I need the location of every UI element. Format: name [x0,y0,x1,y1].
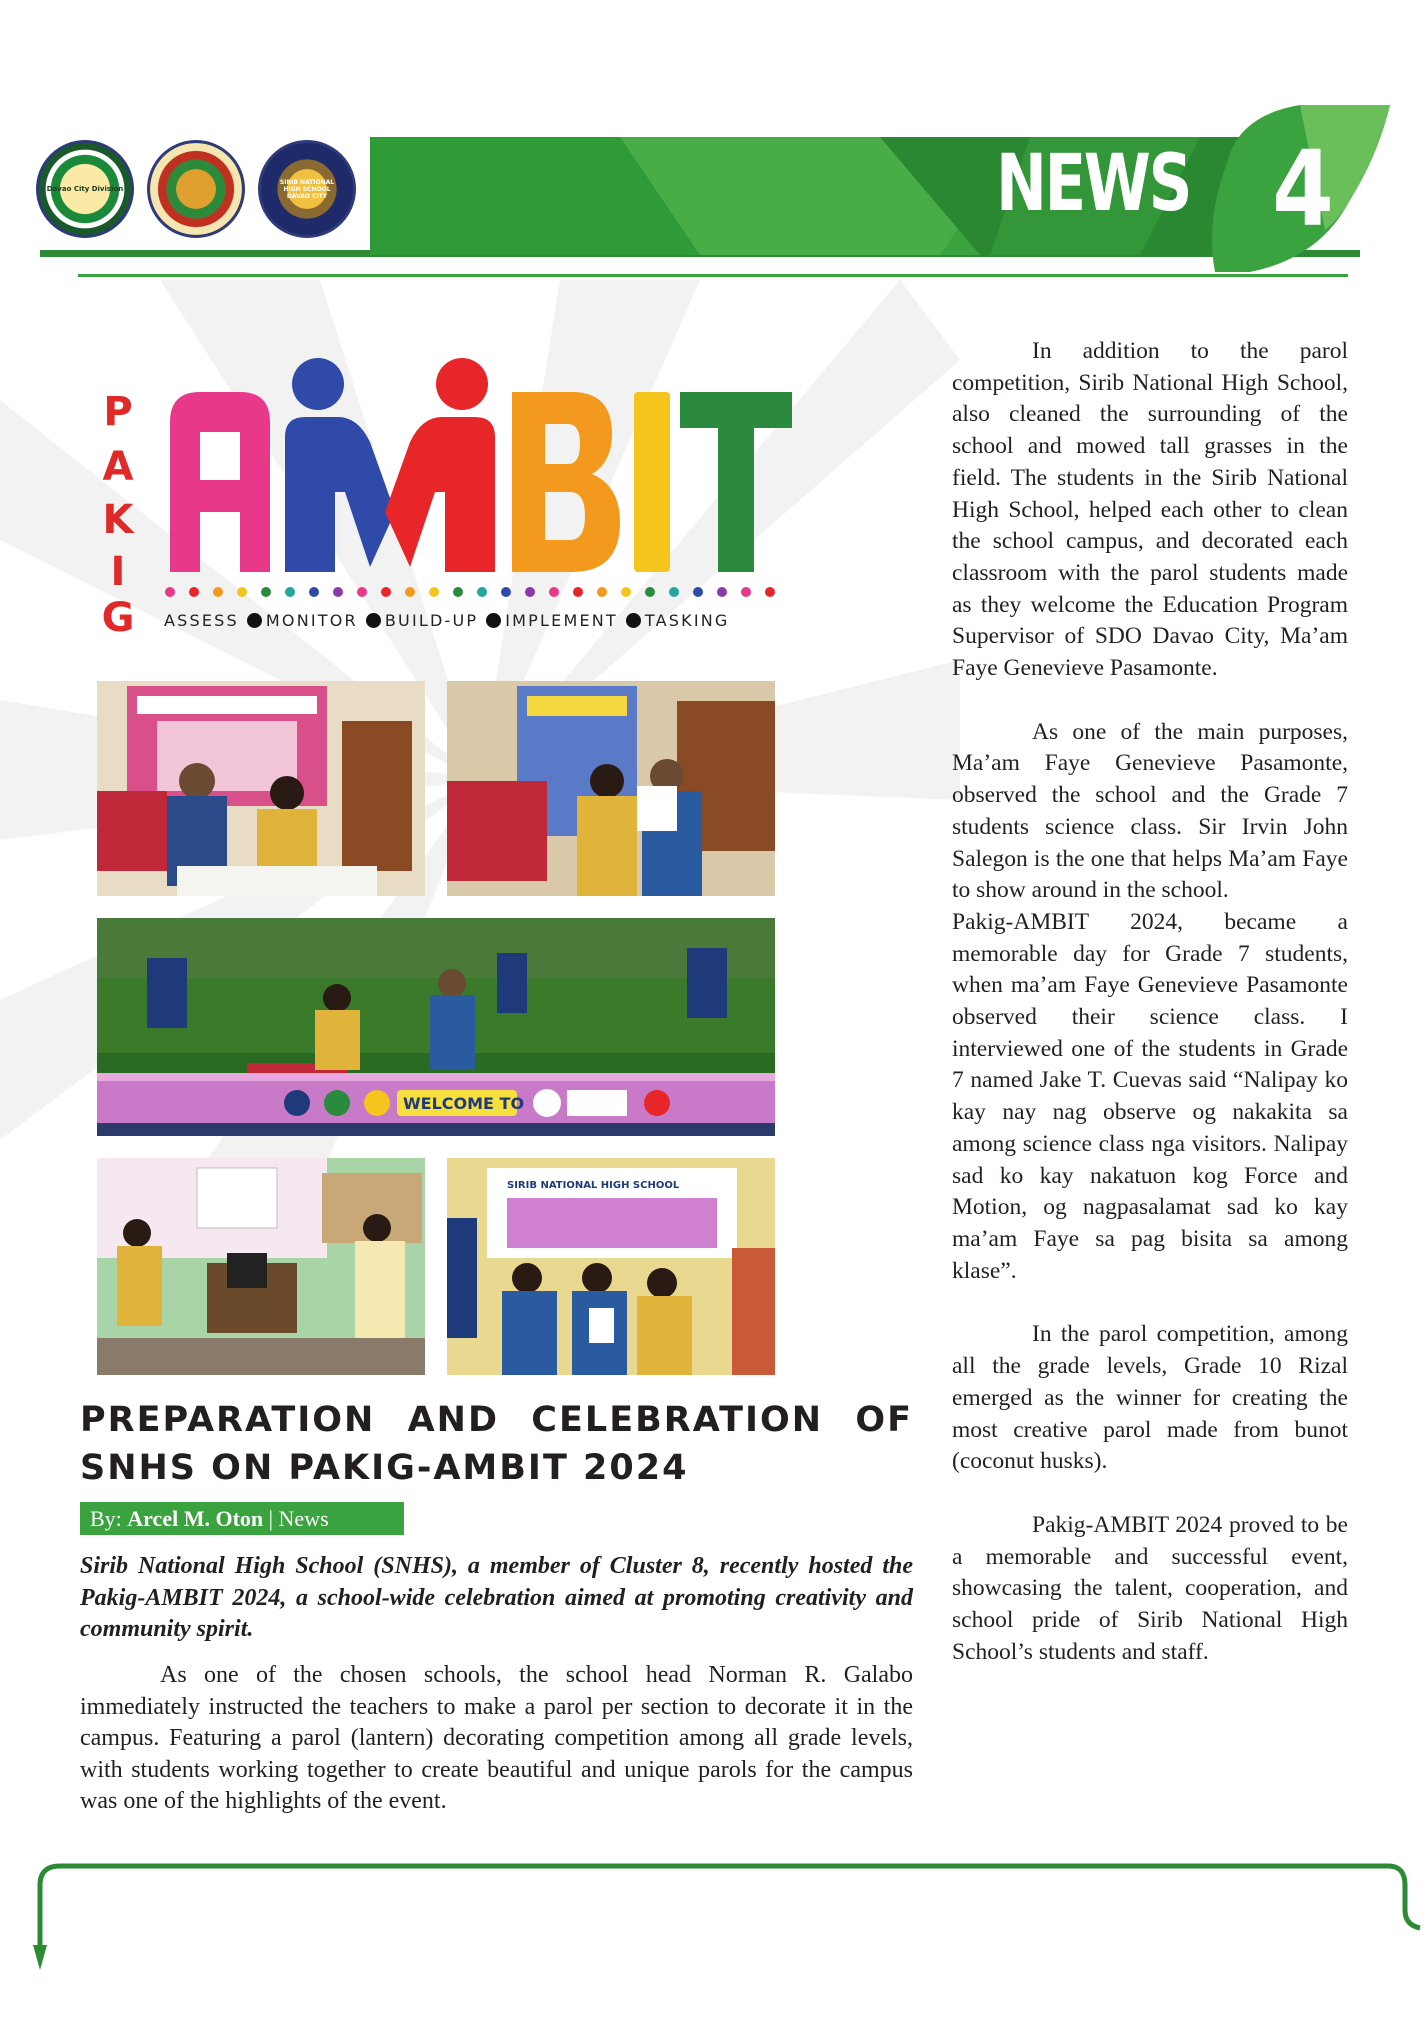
byline-prefix: By: [90,1506,122,1531]
group-photo-banner-text: SIRIB NATIONAL HIGH SCHOOL [507,1180,680,1191]
pakig-letter: A [102,444,134,490]
ambit-letter-t [680,392,792,572]
article-paragraph: In the parol competition, among all the grade levels, Grade 10 Rizal emerged as the winner for creating the most creative parol made from bunot (coconut husks). [952,1321,1348,1475]
ambit-wordmark [160,352,800,602]
ambit-letter-m-left [285,417,395,572]
tagline-bullet [247,613,262,628]
right-column [952,336,1348,1700]
pakig-letter: P [103,389,133,435]
photo-group [447,1158,775,1375]
ambit-head-red [436,358,488,410]
ambit-tagline [164,611,730,630]
tagline-build-up: BUILD-UP [384,611,479,630]
section-label: NEWS [996,139,1191,229]
davao-city-division-seal [36,140,134,238]
tagline-tasking: TASKING [644,611,730,630]
pakig-letter: G [101,595,135,641]
tagline-monitor: MONITOR [265,611,358,630]
footer-border [0,1850,1428,1970]
sirib-national-high-school-seal [258,140,356,238]
pakig-letter: I [110,549,126,595]
ambit-letter-a [170,392,270,572]
article-paragraph: As one of the chosen schools, the school head Norman R. Galabo immediately instructed the teachers to make a parol per section to decorate it in the campus. Featuring a parol (lantern) decorating competition among all grade levels, with students working together to create beautiful and unique parols for the campus was one of the highlights of the event. [80,1662,913,1814]
article-lead: Sirib National High School (SNHS), a member of Cluster 8, recently hosted the Pakig-AMBIT 2024, a school-wide celebration aimed at promoting creativity and community spirit. [80,1553,913,1642]
byline-section: | News [268,1506,329,1531]
photo-office-1 [97,681,425,896]
photo-campus-banner [97,918,775,1136]
tagline-implement: IMPLEMENT [505,611,618,630]
article-paragraph: Pakig-AMBIT 2024, became a memorable day for Grade 7 students, when ma’am Faye Genevieve Pasamonte observed their science class. I interviewed one of the students in Grade 7 named Jake T. Cuevas said “Nalipay ko kay nay nag observe og nakakita sa among science class nga visitors. Nalipay sad ko kay nakatuon kog Force and Motion, og nagpasalamat sad ko kay ma’am Faye sa pag bisita sa among klase”. [952,908,1348,1284]
banner-welcome-text: WELCOME TO [403,1094,525,1113]
tagline-assess: ASSESS [164,611,239,630]
ambit-letter-b [512,392,620,572]
ambit-head-blue [292,358,344,410]
article-paragraph: In addition to the parol competition, Sirib National High School, also cleaned the surrounding of the school and mowed tall grasses in the field. The students in the Sirib National High School, helped each other to clean the school campus, and decorated each classroom with the parol students made as they welcome the Education Program Supervisor of SDO Davao City, Ma’am Faye Genevieve Pasamonte. [952,338,1348,682]
article-headline: PREPARATION AND CELEBRATION OF SNHS ON PAKIG-AMBIT 2024 [80,1400,913,1488]
cluster-seal [147,140,245,238]
tagline-bullet [366,613,381,628]
page-number: 4 [1272,128,1334,250]
tagline-bullet [486,613,501,628]
article-paragraph: Pakig-AMBIT 2024 proved to be a memorable and successful event, showcasing the talent, cooperation, and school pride of Sirib National High School’s students and staff. [952,1511,1348,1665]
ambit-dots [165,587,775,597]
article-paragraph: As one of the main purposes, Ma’am Faye Genevieve Pasamonte, observed the school and the Grade 7 students science class. Sir Irvin John Salegon is the one that helps Ma’am Faye to show around in the school. [952,718,1348,904]
tagline-bullet [626,613,641,628]
seal-text: Davao City Division [46,185,124,193]
byline [80,1502,404,1535]
ambit-letter-i [634,392,670,572]
photo-classroom [97,1158,425,1375]
photo-office-2 [447,681,775,896]
ambit-letter-m-right [385,417,495,572]
byline-author: Arcel M. Oton [127,1506,264,1531]
pakig-letter: K [102,497,134,543]
seal-text: SIRIB NATIONAL HIGH SCHOOL DAVAO CITY [279,178,335,200]
